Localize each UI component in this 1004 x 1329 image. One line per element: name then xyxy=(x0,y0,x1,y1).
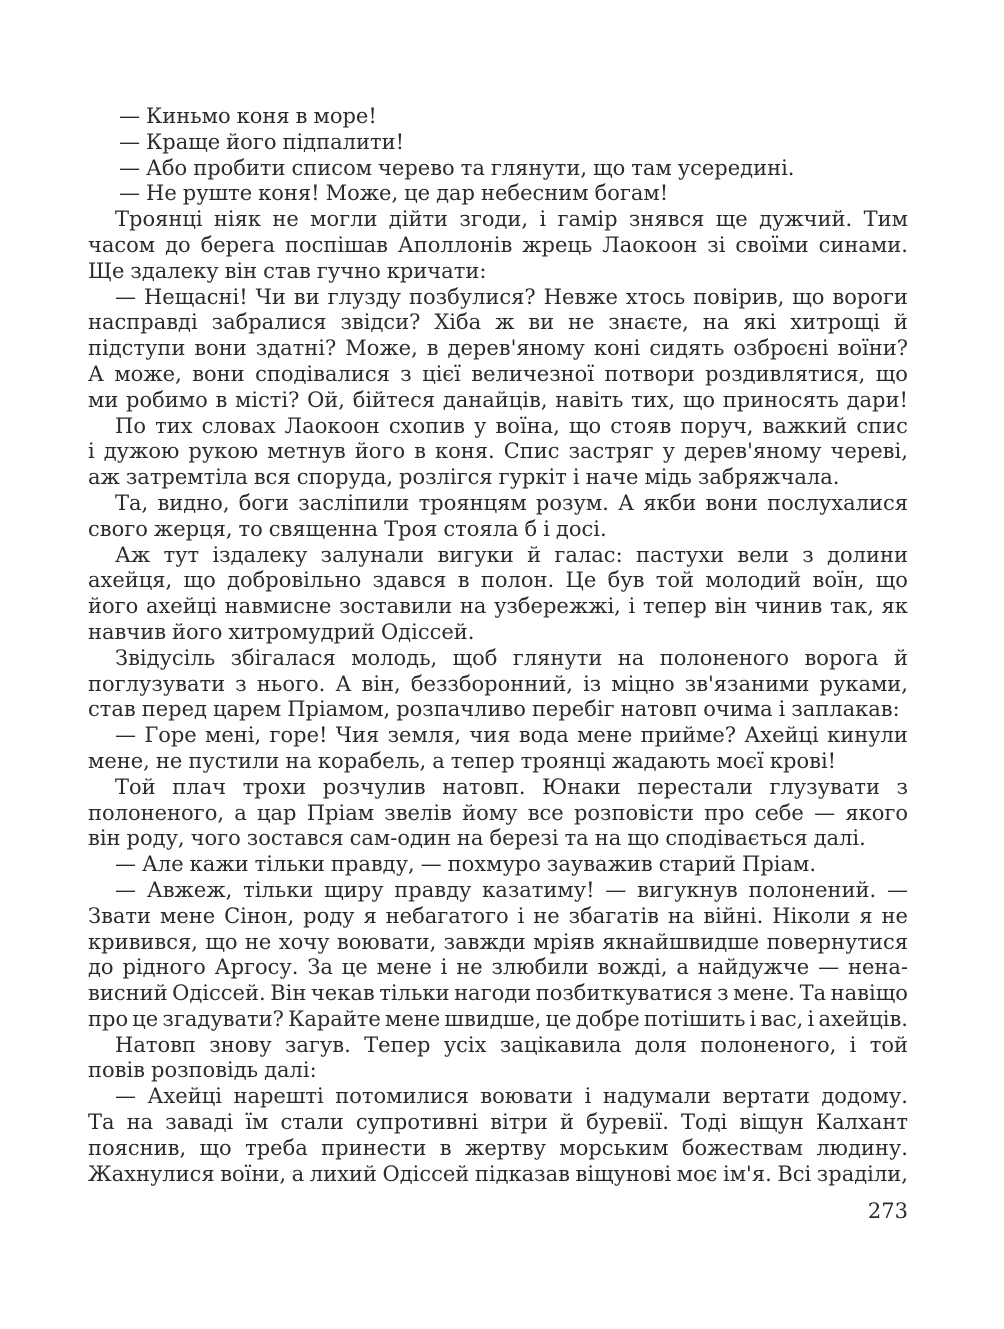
text-line: часом до берега поспішав Аполлонів жрець Лаокоон зі своїми синами. xyxy=(88,232,908,257)
text-line: По тих словах Лаокоон схопив у воїна, що стояв поруч, важкий спис xyxy=(115,413,908,438)
text-line: Аж тут іздалеку залунали вигуки й галас: пастухи вели з долини xyxy=(115,542,908,567)
text-line: пояснив, що треба принести в жертву морським божествам людину. xyxy=(88,1135,908,1160)
text-line: насправді забралися звідси? Хіба ж ви не знаєте, на які хитрощі й xyxy=(88,310,908,335)
text-line: — Авжеж, тільки щиру правду казатиму! — вигукнув полонений. — xyxy=(115,877,908,902)
text-line: Ще здалеку він став гучно кричати: xyxy=(88,258,487,283)
text-line: — Киньмо коня в море! xyxy=(119,104,377,128)
text-line: мене, не пустили на корабель, а тепер троянці жадають моєї крові! xyxy=(88,748,837,773)
text-line: — Горе мені, горе! Чия земля, чия вода мене прийме? Ахейці кинули xyxy=(115,723,908,748)
text-line: підступи вони здатні? Може, в дерев'яному коні сидять озброєні воїни? xyxy=(88,336,908,361)
text-line: — Або пробити списом черево та глянути, що там усередині. xyxy=(119,155,795,180)
text-line: кривився, що не хочу воювати, завжди мріяв якнайшвидше повернутися xyxy=(88,929,908,954)
text-line: і дужою рукою метнув його в коня. Спис застряг у дерев'яному череві, xyxy=(88,439,908,464)
text-line: до рідного Аргосу. За це мене і не злюбили вожді, а найдужче — нена- xyxy=(88,955,908,980)
text-line: — Не руште коня! Може, це дар небесним богам! xyxy=(119,181,669,206)
text-line: аж затремтіла вся споруда, розлігся гуркіт і наче мідь забряжчала. xyxy=(88,465,840,490)
text-line: — Ахейці нарешті потомилися воювати і надумали вертати додому. xyxy=(115,1084,908,1109)
text-line: Натовп знову загув. Тепер усіх зацікавила доля полоненого, і той xyxy=(115,1032,908,1057)
text-line: Та, видно, боги засліпили троянцям розум. А якби вони послухалися xyxy=(115,490,908,515)
text-line: Звати мене Сінон, роду я небагатого і не збагатів на війні. Ніколи я не xyxy=(88,903,908,928)
text-line: Та на заваді їм стали супротивні вітри й буревії. Тоді віщун Калхант xyxy=(88,1110,908,1135)
page-number: 273 xyxy=(867,1199,908,1223)
text-line: — Але кажи тільки правду, — похмуро зауважив старий Пріам. xyxy=(115,852,817,877)
text-line: А може, вони сподівалися з цієї величезної потвори роздивлятися, що xyxy=(88,361,908,386)
text-line: Звідусіль збігалася молодь, щоб глянути на полоненого ворога й xyxy=(115,645,908,670)
text-line: він роду, чого зостався сам-один на березі та на що сподівається далі. xyxy=(88,826,866,851)
text-line: — Нещасні! Чи ви глузду позбулися? Невже хтось повірив, що вороги xyxy=(115,284,908,309)
text-line: свого жерця, то священна Троя стояла б і досі. xyxy=(88,516,607,541)
text-line: полоненого, а цар Пріам звелів йому все розповісти про себе — якого xyxy=(88,800,908,825)
text-line: висний Одіссей. Він чекав тільки нагоди позбиткуватися з мене. Та навіщо xyxy=(88,981,908,1006)
text-line: ми робимо в місті? Ой, бійтеся данайців, навіть тих, що приносять дари! xyxy=(88,387,908,412)
text-line: став перед царем Пріамом, розпачливо перебіг натовп очима і заплакав: xyxy=(88,697,900,722)
text-line: — Краще його підпалити! xyxy=(119,129,405,154)
text-line: Троянці ніяк не могли дійти згоди, і гамір знявся ще дужчий. Тим xyxy=(115,207,908,232)
text-line: поглузувати з нього. А він, беззборонний, із міцно зв'язаними руками, xyxy=(88,671,908,696)
text-line: навчив його хитромудрий Одіссей. xyxy=(88,619,475,644)
text-line: Жахнулися воїни, а лихий Одіссей підказав віщунові моє ім'я. Всі зраділи, xyxy=(88,1161,908,1186)
body-text xyxy=(88,104,908,1187)
text-line: Той плач трохи розчулив натовп. Юнаки перестали глузувати з xyxy=(115,774,908,799)
text-line: повів розповідь далі: xyxy=(88,1058,317,1083)
text-line: його ахейці навмисне зоставили на узбережжі, і тепер він чинив так, як xyxy=(88,594,908,619)
text-line: про це згадувати? Карайте мене швидше, це добре потішить і вас, і ахейців. xyxy=(88,1006,908,1031)
text-line: ахейця, що добровільно здався в полон. Це був той молодий воїн, що xyxy=(88,568,908,593)
